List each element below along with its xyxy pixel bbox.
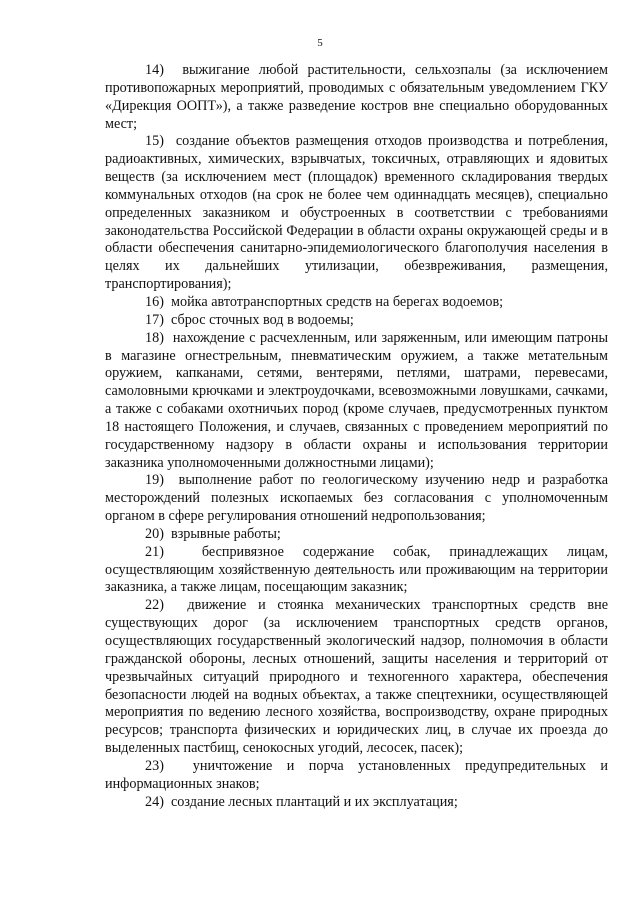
list-item-22: 22) движение и стоянка механических транспортных средств вне существующих дорог (за исключением транспортных средств органов, осуществляющих государственный экологический надзор, полномочия в области гражданской обороны, лесных отношений, защиты населения и территорий от чрезвычайных ситуаций природного и техногенного характера, обеспечения безопасности людей на водных объектах, а также спецтехники, осуществляющей мероприятия по ведению лесного хозяйства, воспроизводству, охране природных ресурсов; транспорта физических и юридических лиц, в случае их проезда до выделенных пастбищ, сенокосных угодий, лесосек, пасек); <box>105 597 608 757</box>
list-item-21: 21) беспривязное содержание собак, принадлежащих лицам, осуществляющим хозяйственную деятельность или проживающим на территории заказника, а также лицам, посещающим заказник; <box>105 543 608 596</box>
list-item-17: 17) сброс сточных вод в водоемы; <box>145 311 354 328</box>
list-item-24: 24) создание лесных плантаций и их эксплуатация; <box>145 793 458 810</box>
document-body <box>105 62 608 811</box>
list-item-19: 19) выполнение работ по геологическому изучению недр и разработка месторождений полезных ископаемых без согласования с уполномоченным органом в сфере регулирования отношений недропользования; <box>105 472 608 525</box>
list-item-20: 20) взрывные работы; <box>145 525 281 542</box>
page-number: 5 <box>317 37 323 49</box>
list-item-23: 23) уничтожение и порча установленных предупредительных и информационных знаков; <box>105 757 608 792</box>
list-item-16: 16) мойка автотранспортных средств на берегах водоемов; <box>145 293 504 310</box>
list-item-18: 18) нахождение с расчехленным, или заряженным, или имеющим патроны в магазине огнестрельным, пневматическим оружием, а также метательным оружием, капканами, сетями, вентерями, петлями, шатрами, перевесами, самоловными крючками и электроудочками, всевозможными ловушками, сачками, а также с собаками охотничьих пород (кроме случаев, предусмотренных пунктом 18 настоящего Положения, и случаев, связанных с проведением мероприятий по государственному надзору в области охраны и использования территории заказника уполномоченными должностными лицами); <box>105 329 608 471</box>
list-item-15: 15) создание объектов размещения отходов производства и потребления, радиоактивных, химических, взрывчатых, токсичных, отравляющих и ядовитых веществ (за исключением мест (площадок) временного складирования твердых коммунальных отходов (на срок не более чем одиннадцать месяцев), специально определенных заказником и обустроенных в соответствии с требованиями законодательства Российской Федерации в области охраны окружающей среды и в области обеспечения санитарно-эпидемиологического благополучия населения в целях их дальнейших утилизации, обезвреживания, размещения, транспортирования); <box>105 133 608 293</box>
list-item-14: 14) выжигание любой растительности, сельхозпалы (за исключением противопожарных мероприятий, проводимых с обязательным уведомлением ГКУ «Дирекция ООПТ»), а также разведение костров вне специально оборудованных мест; <box>105 62 608 132</box>
